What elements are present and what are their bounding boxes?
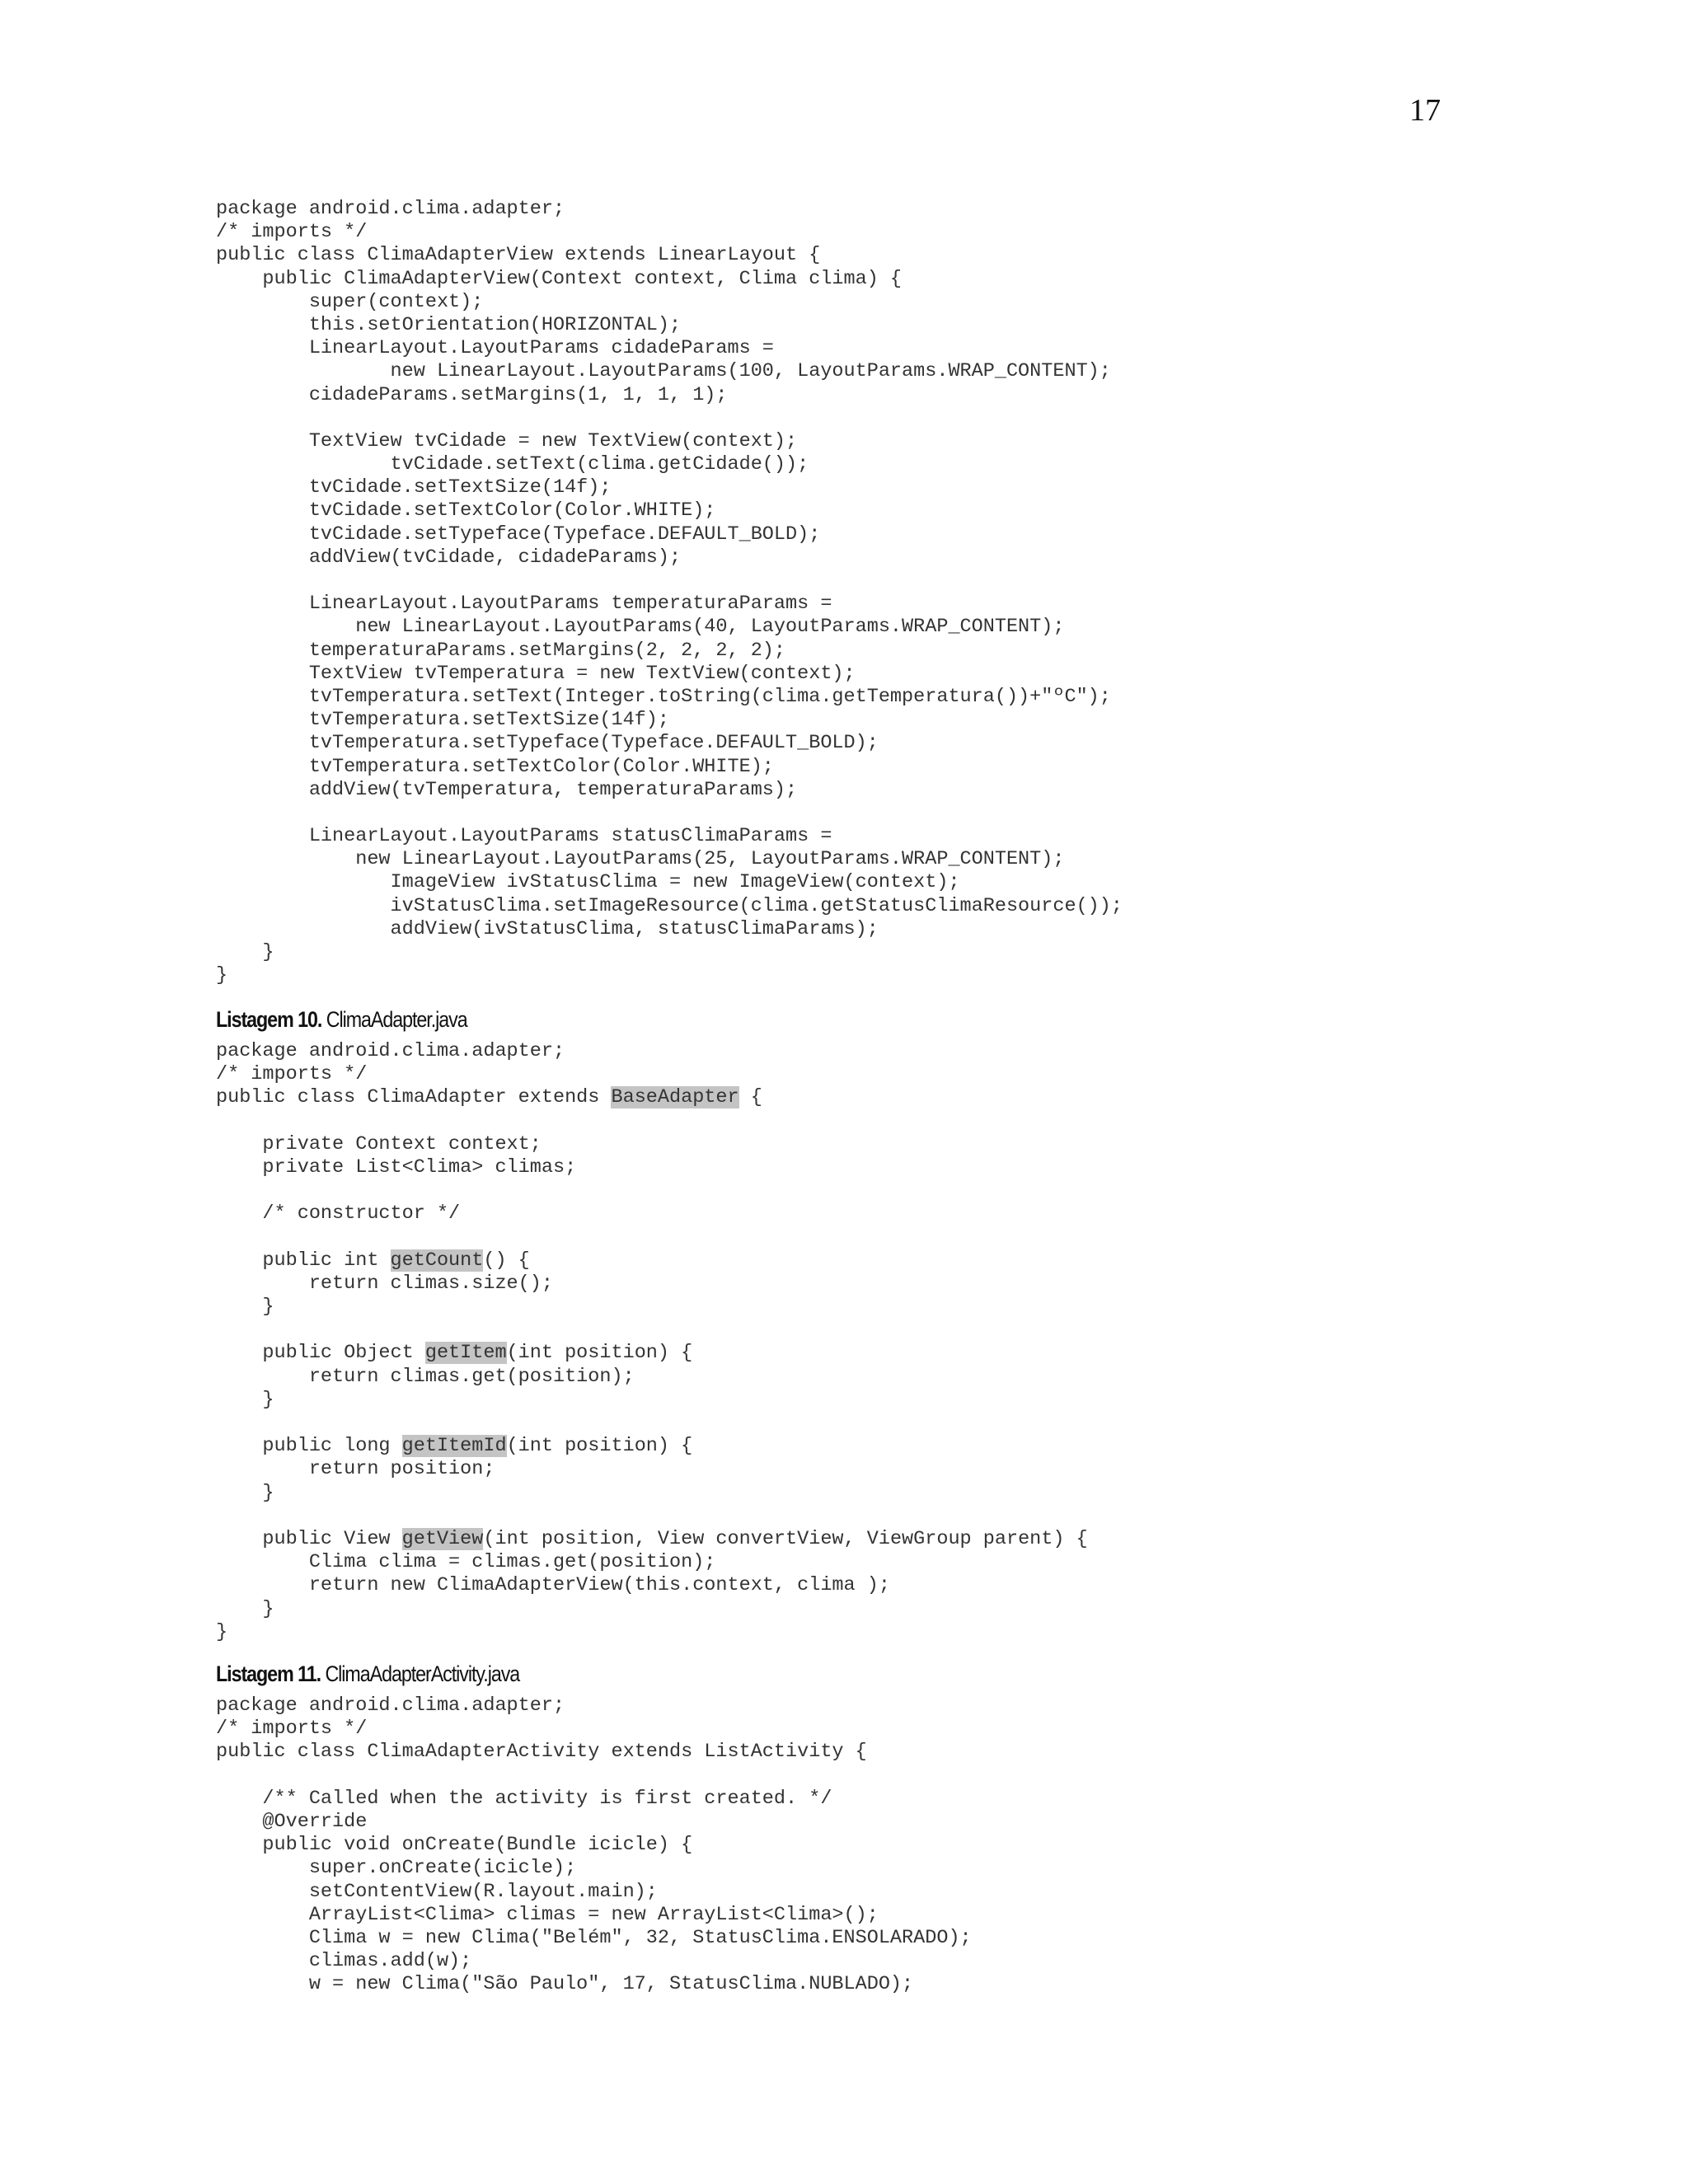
code-line: } [216, 1296, 274, 1319]
code-line: super(context); [216, 290, 484, 313]
code-line: public class ClimaAdapterActivity extends ListActivity { [216, 1741, 867, 1764]
code-listing-climaadapter [216, 1040, 1088, 1644]
code-line: public Object getItem(int position) { [216, 1342, 693, 1365]
code-line: } [216, 1597, 274, 1620]
code-line: public void onCreate(Bundle icicle) { [216, 1834, 693, 1857]
code-line: setContentView(R.layout.main); [216, 1880, 658, 1903]
code-line: } [216, 1481, 274, 1504]
code-line: new LinearLayout.LayoutParams(40, LayoutParams.WRAP_CONTENT); [216, 616, 1065, 639]
caption-filename: ClimaAdapter.java [326, 1007, 467, 1032]
code-line: ivStatusClima.setImageResource(clima.getStatusClimaResource()); [216, 894, 1123, 917]
code-line: /* imports */ [216, 221, 368, 244]
caption-label: Listagem 10. [216, 1007, 322, 1032]
highlighted-identifier: getCount [390, 1249, 484, 1272]
code-listing-climaadapterview [216, 198, 1123, 987]
code-line: Clima clima = climas.get(position); [216, 1551, 716, 1574]
code-line: tvTemperatura.setTextColor(Color.WHITE); [216, 755, 774, 778]
code-line: @Override [216, 1810, 368, 1833]
code-line: this.setOrientation(HORIZONTAL); [216, 313, 682, 336]
code-line: super.onCreate(icicle); [216, 1857, 577, 1880]
highlighted-identifier: BaseAdapter [611, 1086, 739, 1109]
code-listing-climaadapteractivity [216, 1694, 972, 1996]
code-line: addView(tvTemperatura, temperaturaParams); [216, 778, 798, 801]
code-line: addView(ivStatusClima, statusClimaParams); [216, 917, 879, 940]
code-line: tvCidade.setTypeface(Typeface.DEFAULT_BOLD); [216, 523, 821, 546]
code-line: new LinearLayout.LayoutParams(25, LayoutParams.WRAP_CONTENT); [216, 848, 1065, 871]
code-line: /* imports */ [216, 1718, 368, 1741]
code-line: tvTemperatura.setText(Integer.toString(clima.getTemperatura())+"ºC"); [216, 685, 1111, 708]
code-line: } [216, 1620, 228, 1643]
code-line: LinearLayout.LayoutParams cidadeParams = [216, 337, 774, 360]
code-line: tvCidade.setTextSize(14f); [216, 476, 612, 499]
code-line: temperaturaParams.setMargins(2, 2, 2, 2); [216, 639, 786, 662]
code-line [216, 1110, 1088, 1133]
code-line: } [216, 964, 228, 987]
code-line [216, 802, 1123, 825]
code-line: w = new Clima("São Paulo", 17, StatusClima.NUBLADO); [216, 1973, 914, 1996]
highlighted-identifier: getItem [424, 1342, 507, 1365]
code-line: public View getView(int position, View convertView, ViewGroup parent) { [216, 1527, 1088, 1550]
code-line: tvTemperatura.setTextSize(14f); [216, 709, 669, 732]
code-line: tvCidade.setText(clima.getCidade()); [216, 453, 809, 476]
code-line: LinearLayout.LayoutParams statusClimaParams = [216, 825, 832, 848]
highlighted-identifier: getView [401, 1527, 484, 1550]
code-line: tvCidade.setTextColor(Color.WHITE); [216, 499, 716, 523]
code-line: LinearLayout.LayoutParams temperaturaParams = [216, 593, 832, 616]
code-line: /** Called when the activity is first created. */ [216, 1787, 832, 1810]
code-line: public int getCount() { [216, 1249, 530, 1272]
code-line: } [216, 941, 274, 963]
code-line: private Context context; [216, 1132, 542, 1155]
code-line: public class ClimaAdapterView extends LinearLayout { [216, 244, 821, 267]
highlighted-identifier: getItemId [401, 1435, 507, 1458]
code-line: return climas.get(position); [216, 1365, 635, 1388]
code-line: ArrayList<Clima> climas = new ArrayList<Clima>(); [216, 1903, 879, 1926]
code-line: return new ClimaAdapterView(this.context, clima ); [216, 1574, 890, 1597]
code-line [216, 407, 1123, 430]
caption-filename: ClimaAdapterActivity.java [325, 1661, 520, 1686]
code-line [216, 569, 1123, 593]
page-number: 17 [1409, 93, 1441, 128]
code-line [216, 1412, 1088, 1435]
code-line: ImageView ivStatusClima = new ImageView(context); [216, 871, 960, 894]
code-line: package android.clima.adapter; [216, 1694, 565, 1717]
code-line: /* constructor */ [216, 1202, 461, 1226]
code-line: return position; [216, 1458, 495, 1481]
code-line: private List<Clima> climas; [216, 1155, 577, 1179]
code-line: tvTemperatura.setTypeface(Typeface.DEFAULT_BOLD); [216, 732, 879, 755]
code-line: public ClimaAdapterView(Context context, Clima clima) { [216, 267, 903, 290]
code-line: return climas.size(); [216, 1272, 553, 1295]
code-line: cidadeParams.setMargins(1, 1, 1, 1); [216, 383, 728, 406]
code-line: /* imports */ [216, 1063, 368, 1086]
code-line: } [216, 1388, 274, 1411]
code-line: package android.clima.adapter; [216, 1040, 565, 1062]
code-line [216, 1226, 1088, 1249]
code-line [216, 1765, 972, 1788]
code-line: climas.add(w); [216, 1950, 472, 1973]
code-line: TextView tvTemperatura = new TextView(context); [216, 662, 856, 685]
code-line: TextView tvCidade = new TextView(context); [216, 429, 798, 452]
code-line [216, 1319, 1088, 1342]
listing-caption-11 [216, 1661, 519, 1687]
caption-label: Listagem 11. [216, 1661, 321, 1686]
code-line: public class ClimaAdapter extends BaseAdapter { [216, 1086, 762, 1109]
code-line: Clima w = new Clima("Belém", 32, StatusClima.ENSOLARADO); [216, 1926, 972, 1949]
code-line: new LinearLayout.LayoutParams(100, LayoutParams.WRAP_CONTENT); [216, 360, 1111, 383]
code-line: package android.clima.adapter; [216, 198, 565, 220]
code-line: public long getItemId(int position) { [216, 1435, 693, 1458]
listing-caption-10 [216, 1007, 467, 1033]
code-line: addView(tvCidade, cidadeParams); [216, 546, 682, 569]
code-line [216, 1505, 1088, 1528]
code-line [216, 1179, 1088, 1202]
